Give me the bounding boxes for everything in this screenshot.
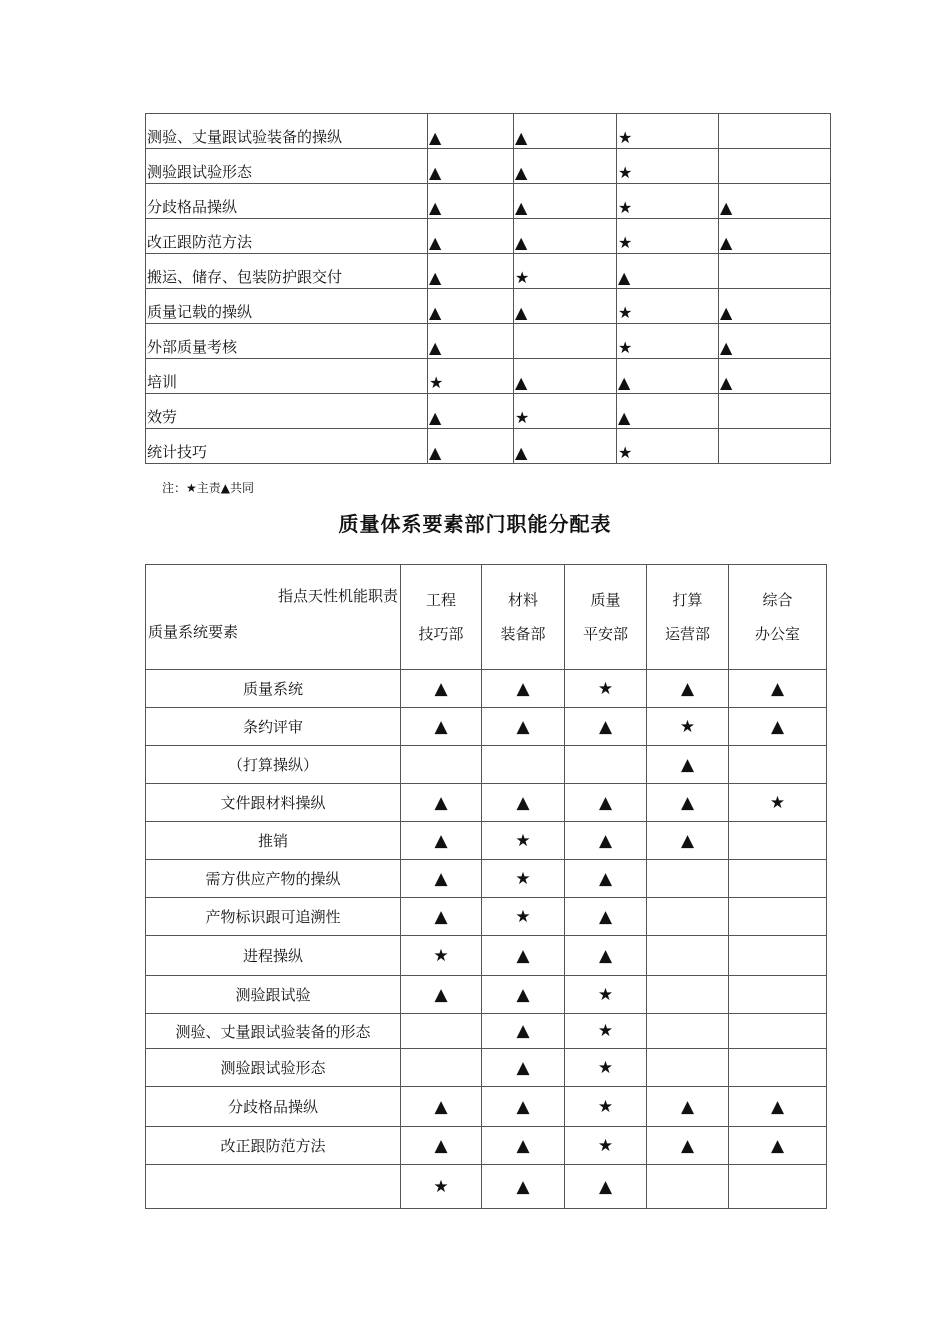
table-row (146, 1127, 827, 1165)
column-header-planning: 打算 运营部 (647, 565, 729, 670)
mark-cell: ▲ (401, 976, 482, 1014)
table-row (146, 860, 827, 898)
mark-cell: ▲ (719, 324, 831, 359)
mark-cell: ▲ (428, 219, 514, 254)
mark-cell: ▲ (428, 324, 514, 359)
mark-cell: ▲ (647, 822, 729, 860)
mark-cell: ★ (617, 219, 719, 254)
mark-cell: ▲ (401, 670, 482, 708)
mark-cell: ▲ (401, 822, 482, 860)
mark-cell: ▲ (729, 708, 827, 746)
mark-cell: ★ (617, 184, 719, 219)
mark-cell: ★ (729, 784, 827, 822)
mark-cell: ▲ (617, 359, 719, 394)
mark-cell: ★ (565, 1014, 647, 1049)
mark-cell: ★ (565, 1087, 647, 1127)
table-row (146, 746, 827, 784)
table-row (146, 219, 831, 254)
mark-cell (647, 936, 729, 976)
mark-cell (647, 898, 729, 936)
row-label: 改正跟防范方法 (146, 219, 428, 254)
mark-cell: ★ (428, 359, 514, 394)
table-row (146, 936, 827, 976)
mark-cell: ▲ (514, 429, 617, 464)
table-row (146, 822, 827, 860)
mark-cell: ▲ (647, 746, 729, 784)
table-row (146, 1014, 827, 1049)
mark-cell (647, 1165, 729, 1209)
header-elements-label: 质量系统要素 (148, 623, 239, 641)
row-label: 外部质量考核 (146, 324, 428, 359)
mark-cell: ▲ (565, 784, 647, 822)
mark-cell: ▲ (428, 429, 514, 464)
mark-cell (401, 746, 482, 784)
mark-cell: ★ (617, 429, 719, 464)
row-label: 质量系统 (146, 670, 401, 708)
row-label: 分歧格品操纵 (146, 1087, 401, 1127)
mark-cell: ▲ (729, 1087, 827, 1127)
table-row (146, 1049, 827, 1087)
table-row (146, 289, 831, 324)
row-label: 推销 (146, 822, 401, 860)
mark-cell: ▲ (482, 670, 565, 708)
row-label: 培训 (146, 359, 428, 394)
mark-cell (729, 1014, 827, 1049)
mark-cell (729, 1049, 827, 1087)
mark-cell: ▲ (565, 708, 647, 746)
legend-note: 注：★主责▲共同 (162, 481, 254, 495)
mark-cell: ★ (565, 1049, 647, 1087)
mark-cell: ▲ (514, 184, 617, 219)
row-label: 测验、丈量跟试验装备的操纵 (146, 114, 428, 149)
mark-cell: ★ (482, 822, 565, 860)
mark-cell: ▲ (482, 1127, 565, 1165)
table-row (146, 784, 827, 822)
mark-cell (647, 976, 729, 1014)
table-row (146, 1087, 827, 1127)
row-label (146, 1165, 401, 1209)
mark-cell: ▲ (428, 289, 514, 324)
mark-cell: ▲ (482, 784, 565, 822)
mark-cell (647, 860, 729, 898)
row-label: 改正跟防范方法 (146, 1127, 401, 1165)
mark-cell: ★ (401, 1165, 482, 1209)
mark-cell: ▲ (565, 1165, 647, 1209)
mark-cell: ▲ (719, 219, 831, 254)
table-row (146, 114, 831, 149)
mark-cell (729, 822, 827, 860)
mark-cell (719, 394, 831, 429)
mark-cell: ▲ (514, 149, 617, 184)
mark-cell: ▲ (401, 708, 482, 746)
mark-cell: ▲ (617, 394, 719, 429)
mark-cell: ▲ (719, 359, 831, 394)
mark-cell: ▲ (617, 254, 719, 289)
mark-cell: ▲ (482, 1014, 565, 1049)
mark-cell: ▲ (401, 1087, 482, 1127)
mark-cell: ★ (482, 860, 565, 898)
row-label: 搬运、储存、包装防护跟交付 (146, 254, 428, 289)
mark-cell: ▲ (719, 184, 831, 219)
mark-cell: ▲ (428, 394, 514, 429)
mark-cell: ▲ (729, 1127, 827, 1165)
row-label: 测验跟试验 (146, 976, 401, 1014)
mark-cell: ★ (514, 394, 617, 429)
row-label: （打算操纵） (146, 746, 401, 784)
row-label: 文件跟材料操纵 (146, 784, 401, 822)
mark-cell: ★ (565, 1127, 647, 1165)
table-row (146, 184, 831, 219)
row-label: 统计技巧 (146, 429, 428, 464)
mark-cell (482, 746, 565, 784)
mark-cell (719, 429, 831, 464)
mark-cell: ▲ (482, 1087, 565, 1127)
row-label: 质量记载的操纵 (146, 289, 428, 324)
table-row (146, 898, 827, 936)
mark-cell (565, 746, 647, 784)
mark-cell: ★ (401, 936, 482, 976)
mark-cell: ▲ (482, 708, 565, 746)
mark-cell (729, 860, 827, 898)
table-row (146, 324, 831, 359)
mark-cell: ▲ (565, 822, 647, 860)
mark-cell: ▲ (401, 860, 482, 898)
mark-cell: ★ (647, 708, 729, 746)
table-row (146, 708, 827, 746)
page-title: 质量体系要素部门职能分配表 (338, 512, 612, 536)
mark-cell: ▲ (482, 1165, 565, 1209)
table-row (146, 359, 831, 394)
column-header-engineering: 工程 技巧部 (401, 565, 482, 670)
mark-cell: ▲ (514, 219, 617, 254)
header-functions-label: 指点天性机能职责 (277, 587, 398, 605)
table-row (146, 670, 827, 708)
column-header-office: 综合 办公室 (729, 565, 827, 670)
mark-cell: ▲ (647, 1127, 729, 1165)
row-label: 效劳 (146, 394, 428, 429)
mark-cell: ★ (617, 149, 719, 184)
mark-cell (729, 898, 827, 936)
mark-cell: ▲ (482, 1049, 565, 1087)
mark-cell: ▲ (428, 149, 514, 184)
mark-cell: ★ (617, 324, 719, 359)
table-row (146, 149, 831, 184)
mark-cell: ▲ (514, 359, 617, 394)
mark-cell: ★ (565, 976, 647, 1014)
diagonal-header-cell (146, 565, 401, 670)
row-label: 产物标识跟可追溯性 (146, 898, 401, 936)
mark-cell (719, 149, 831, 184)
table-row (146, 394, 831, 429)
responsibility-table-continued (145, 113, 831, 464)
mark-cell: ▲ (428, 114, 514, 149)
mark-cell: ▲ (647, 670, 729, 708)
mark-cell (401, 1014, 482, 1049)
mark-cell: ▲ (428, 184, 514, 219)
table-row (146, 429, 831, 464)
mark-cell: ★ (482, 898, 565, 936)
mark-cell: ▲ (565, 936, 647, 976)
row-label: 测验跟试验形态 (146, 149, 428, 184)
mark-cell: ★ (617, 114, 719, 149)
table-row (146, 254, 831, 289)
row-label: 测验、丈量跟试验装备的形态 (146, 1014, 401, 1049)
row-label: 条约评审 (146, 708, 401, 746)
row-label: 需方供应产物的操纵 (146, 860, 401, 898)
column-header-quality-safety: 质量 平安部 (565, 565, 647, 670)
mark-cell: ▲ (565, 860, 647, 898)
mark-cell: ▲ (729, 670, 827, 708)
mark-cell: ★ (617, 289, 719, 324)
mark-cell: ▲ (647, 784, 729, 822)
mark-cell: ▲ (401, 898, 482, 936)
mark-cell (401, 1049, 482, 1087)
mark-cell: ★ (565, 670, 647, 708)
mark-cell (729, 1165, 827, 1209)
row-label: 进程操纵 (146, 936, 401, 976)
mark-cell (729, 976, 827, 1014)
mark-cell: ▲ (565, 898, 647, 936)
department-function-table (145, 564, 827, 1209)
mark-cell: ▲ (482, 936, 565, 976)
mark-cell: ▲ (401, 784, 482, 822)
mark-cell (647, 1049, 729, 1087)
mark-cell: ▲ (514, 114, 617, 149)
mark-cell: ▲ (719, 289, 831, 324)
mark-cell: ★ (514, 254, 617, 289)
mark-cell (729, 936, 827, 976)
mark-cell (514, 324, 617, 359)
table-row (146, 1165, 827, 1209)
mark-cell (647, 1014, 729, 1049)
table-row (146, 976, 827, 1014)
mark-cell: ▲ (514, 289, 617, 324)
mark-cell: ▲ (401, 1127, 482, 1165)
row-label: 分歧格品操纵 (146, 184, 428, 219)
mark-cell (719, 114, 831, 149)
row-label: 测验跟试验形态 (146, 1049, 401, 1087)
mark-cell (729, 746, 827, 784)
column-header-materials: 材料 装备部 (482, 565, 565, 670)
mark-cell: ▲ (482, 976, 565, 1014)
mark-cell (719, 254, 831, 289)
table-header-row (146, 565, 827, 670)
mark-cell: ▲ (428, 254, 514, 289)
mark-cell: ▲ (647, 1087, 729, 1127)
